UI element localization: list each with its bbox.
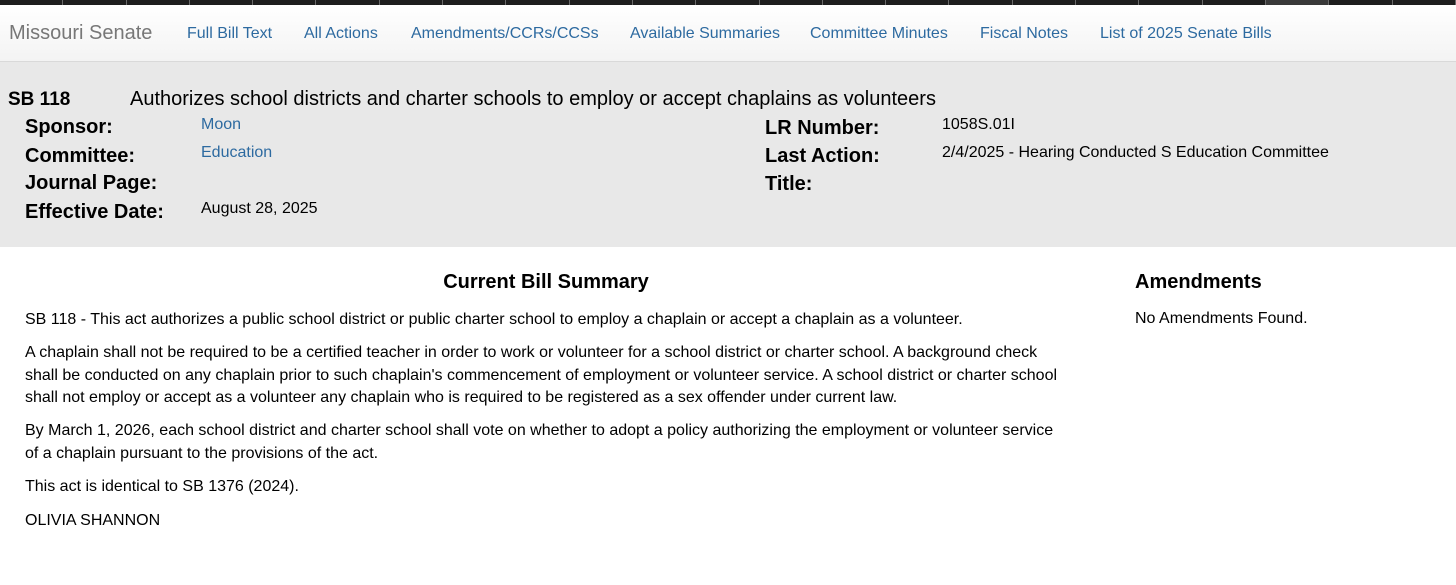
nav-committee-minutes[interactable]: Committee Minutes (810, 25, 948, 42)
summary-paragraph: By March 1, 2026, each school district and charter school shall vote on whether to adopt a policy authorizing the employment or volunteer service of a chaplain pursuant to the provisions of the act. (25, 422, 1054, 462)
summary-heading: Current Bill Summary (443, 271, 649, 293)
nav-fiscal-notes[interactable]: Fiscal Notes (980, 25, 1069, 42)
title-label: Title: (765, 173, 813, 195)
bill-number: SB 118 (8, 89, 71, 110)
nav-all-actions[interactable]: All Actions (304, 25, 378, 42)
lr-number-label: LR Number: (765, 117, 880, 139)
summary-paragraph: This act is identical to SB 1376 (2024). (25, 478, 299, 495)
nav-available-summaries[interactable]: Available Summaries (630, 25, 780, 42)
lr-number-value: 1058S.01I (942, 116, 1015, 133)
nav-amendments[interactable]: Amendments/CCRs/CCSs (411, 25, 599, 42)
committee-label: Committee: (25, 145, 136, 167)
last-action-label: Last Action: (765, 145, 880, 167)
main-navbar (0, 5, 1456, 62)
amendments-heading: Amendments (1135, 271, 1262, 293)
journal-page-label: Journal Page: (25, 172, 158, 194)
summary-paragraph: SB 118 - This act authorizes a public school district or public charter school to employ a chaplain or accept a chaplain as a volunteer. (25, 311, 963, 328)
last-action-value: 2/4/2025 - Hearing Conducted S Education Committee (942, 144, 1329, 161)
nav-senate-bills-list[interactable]: List of 2025 Senate Bills (1100, 25, 1272, 42)
sponsor-link[interactable]: Moon (201, 116, 242, 133)
summary-author: OLIVIA SHANNON (25, 512, 161, 529)
amendments-empty-text: No Amendments Found. (1135, 310, 1308, 327)
sponsor-label: Sponsor: (25, 116, 113, 138)
effective-date-label: Effective Date: (25, 201, 164, 223)
bill-title: Authorizes school districts and charter schools to employ or accept chaplains as volunteers (130, 88, 936, 110)
summary-paragraph: A chaplain shall not be required to be a certified teacher in order to work or volunteer for a school district or charter school. A background check shall be conducted on any chaplain prior to such chaplain's commencement of employment or volunteer service. A school district or charter school shall not employ or accept as a volunteer any chaplain who is required to be registered as a sex offender under current law. (25, 344, 1058, 406)
nav-full-bill-text[interactable]: Full Bill Text (187, 25, 273, 42)
site-brand-link[interactable]: Missouri Senate (9, 22, 153, 44)
effective-date-value: August 28, 2025 (201, 200, 318, 217)
committee-link[interactable]: Education (201, 144, 273, 161)
